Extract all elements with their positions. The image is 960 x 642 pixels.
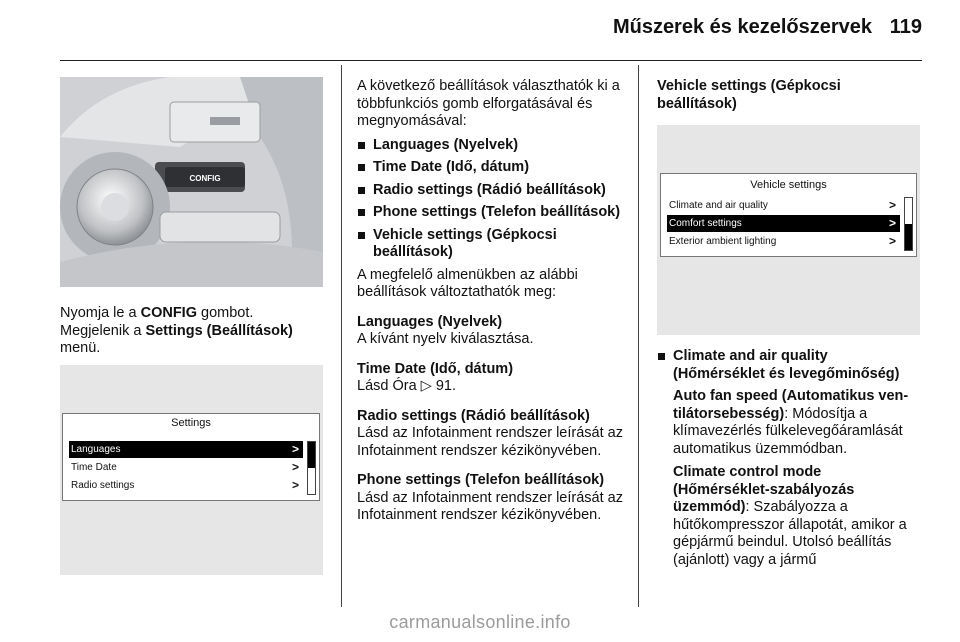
section-head: Radio settings (Rádió beállítások) [357, 407, 590, 424]
chevron-right-icon: > [888, 234, 896, 248]
display-row-climate: Climate and air quality > [669, 198, 896, 212]
chevron-right-icon: > [888, 216, 896, 230]
settings-display [62, 413, 320, 501]
display-row-languages: Languages > [69, 441, 303, 458]
display-scrollbar [904, 197, 913, 251]
section-head: Time Date (Idő, dátum) [357, 360, 514, 377]
vehicle-settings-heading: Vehicle settings (Gépkocsi beállítások) [657, 78, 841, 112]
page-header-title: Műszerek és kezelőszervek [612, 16, 872, 38]
triangle-right-icon: ▷ [420, 378, 432, 394]
config-instructions: Nyomja le a CONFIG gombot. Megjelenik a Settings (Beállítások) menü. [60, 305, 293, 356]
display-row-comfort: Comfort settings > [667, 215, 900, 232]
display-row-time-date: Time Date > [71, 460, 299, 474]
column-divider [638, 65, 639, 607]
vehicle-settings-screen-figure [657, 125, 920, 335]
display-title: Vehicle settings [750, 179, 827, 191]
chevron-right-icon: > [291, 460, 299, 474]
chevron-right-icon: > [888, 198, 896, 212]
settings-menu-column: A következő beállítások választhatók ki a többfunkciós gomb elforgatásával és megnyomásával: Languages (Nyelvek) Time Date (Idő, dátum) Radio settings (Rádió beállítások) Phone settings (Telefon beállítások) Vehicle settings (Gépkocsi beállítások) A megfelelő almenükben az alábbi beállítások változtathatók meg: Languages (Nyelvek) A kívánt nyelv kiválasztása. Time Date (Idő, dátum) Lásd Óra ▷ 91. Radio settings (Rádió beállítások) Lásd az Infotainment rendszer leírását az Infotainment rendszer kézikönyvében. Phone settings (Telefon beállítások) Lásd az Infotainment rendszer leírását az Infotainment rendszer kézikönyvében. [357, 78, 627, 525]
vehicle-settings-display [660, 173, 917, 257]
section-head: Languages (Nyelvek) [357, 313, 503, 330]
svg-text:CONFIG: CONFIG [189, 174, 221, 183]
column-divider [341, 65, 342, 607]
display-row-exterior-lighting: Exterior ambient lighting > [669, 234, 896, 248]
display-scrollbar [307, 441, 316, 495]
dashboard-illustration [60, 77, 323, 287]
chevron-right-icon: > [291, 478, 299, 492]
config-button [165, 167, 245, 187]
display-row-radio: Radio settings > [71, 478, 299, 492]
chevron-right-icon: > [291, 442, 299, 456]
page-number: 119 [889, 16, 922, 38]
footer-watermark: carmanualsonline.info [389, 612, 571, 632]
section-head: Phone settings (Telefon beállítások) [357, 472, 605, 488]
config-button-photo [60, 77, 323, 287]
intro-text: A következő beállítások választhatók ki a többfunkciós gomb elforgatásával és megnyomásával: [357, 78, 620, 129]
header-rule [60, 60, 922, 61]
vehicle-settings-details: Climate and air quality (Hőmérséklet és levegőminőség) Auto fan speed (Automatikus ventilátorsebesség): Módosítja a klímavezérlés fülkelevegőáramlását automatikus üzemmódban. Climate control mode (Hőmérséklet-szabályozás üzemmód): Szabályozza a hűtőkompresszor állapotát, amikor a gépjármű beindul. Utolsó beállítás (ajánlott) vagy a jármű [657, 348, 919, 569]
settings-screen-figure [60, 365, 323, 575]
display-title: Settings [171, 417, 211, 429]
